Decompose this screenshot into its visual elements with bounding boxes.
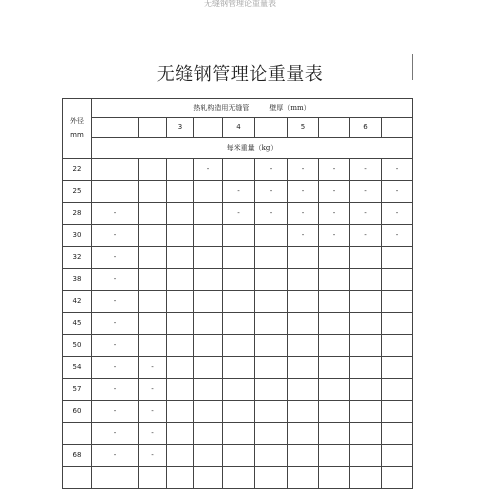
weight-cell	[167, 467, 194, 489]
weight-cell	[194, 225, 223, 247]
weight-cell	[255, 379, 288, 401]
weight-cell: -	[92, 423, 139, 445]
weight-unit-header: 每米重量（kg）	[92, 138, 413, 159]
weight-cell	[139, 269, 167, 291]
thickness-cell: 3	[167, 118, 194, 138]
weight-cell	[223, 247, 255, 269]
outer-diameter-cell: 30	[63, 225, 92, 247]
weight-cell	[288, 313, 319, 335]
weight-cell: -	[350, 181, 382, 203]
weight-cell	[382, 467, 413, 489]
weight-cell: -	[92, 357, 139, 379]
table-row	[63, 159, 413, 181]
weight-cell	[319, 445, 350, 467]
table-row	[63, 467, 413, 489]
weight-cell: -	[288, 225, 319, 247]
weight-cell	[223, 445, 255, 467]
outer-diameter-cell: 60	[63, 401, 92, 423]
weight-cell	[194, 445, 223, 467]
weight-cell	[139, 247, 167, 269]
weight-cell	[319, 467, 350, 489]
weight-cell	[350, 357, 382, 379]
weight-cell	[194, 269, 223, 291]
weight-cell	[223, 159, 255, 181]
weight-cell: -	[255, 181, 288, 203]
weight-cell	[139, 467, 167, 489]
weight-cell	[382, 445, 413, 467]
weight-cell	[288, 291, 319, 313]
weight-cell	[288, 357, 319, 379]
weight-cell	[319, 291, 350, 313]
weight-cell	[167, 291, 194, 313]
weight-cell: -	[139, 423, 167, 445]
category-header	[92, 99, 413, 118]
weight-cell: -	[92, 335, 139, 357]
weight-cell	[223, 291, 255, 313]
weight-cell: -	[139, 379, 167, 401]
weight-cell	[139, 291, 167, 313]
weight-cell	[350, 269, 382, 291]
thickness-cell	[255, 118, 288, 138]
margin-line	[412, 54, 413, 80]
weight-cell	[382, 401, 413, 423]
weight-cell	[194, 247, 223, 269]
weight-cell	[194, 423, 223, 445]
outer-diameter-header	[63, 99, 92, 159]
outer-diameter-cell: 25	[63, 181, 92, 203]
outer-diameter-cell: 28	[63, 203, 92, 225]
weight-cell	[223, 423, 255, 445]
weight-cell: -	[92, 445, 139, 467]
weight-cell	[194, 291, 223, 313]
thickness-cell: 5	[288, 118, 319, 138]
weight-cell: -	[288, 181, 319, 203]
weight-cell	[167, 181, 194, 203]
thickness-cell	[92, 118, 139, 138]
weight-table	[62, 98, 413, 489]
weight-cell	[382, 357, 413, 379]
weight-cell: -	[255, 203, 288, 225]
table-row	[63, 225, 413, 247]
outer-diameter-cell: 68	[63, 445, 92, 467]
weight-cell	[350, 467, 382, 489]
weight-cell	[92, 181, 139, 203]
weight-cell	[92, 467, 139, 489]
weight-cell: -	[92, 269, 139, 291]
weight-cell	[167, 401, 194, 423]
weight-cell	[167, 225, 194, 247]
weight-cell: -	[319, 225, 350, 247]
weight-cell	[255, 291, 288, 313]
thickness-row	[63, 118, 413, 138]
weight-cell	[139, 203, 167, 225]
weight-cell: -	[382, 203, 413, 225]
weight-cell: -	[382, 159, 413, 181]
weight-cell	[288, 335, 319, 357]
weight-cell	[139, 313, 167, 335]
weight-cell: -	[350, 225, 382, 247]
outer-diameter-cell	[63, 467, 92, 489]
weight-cell	[350, 423, 382, 445]
weight-cell	[167, 247, 194, 269]
weight-cell	[167, 269, 194, 291]
weight-cell	[167, 379, 194, 401]
weight-cell	[350, 313, 382, 335]
weight-cell	[223, 379, 255, 401]
weight-cell	[194, 335, 223, 357]
weight-cell	[255, 313, 288, 335]
weight-cell	[350, 335, 382, 357]
weight-cell	[255, 423, 288, 445]
table-row	[63, 379, 413, 401]
weight-cell	[139, 225, 167, 247]
weight-cell: -	[92, 313, 139, 335]
thickness-cell	[319, 118, 350, 138]
weight-cell	[223, 313, 255, 335]
table-row	[63, 357, 413, 379]
weight-cell	[194, 401, 223, 423]
weight-cell	[288, 445, 319, 467]
weight-cell	[319, 357, 350, 379]
weight-cell: -	[288, 203, 319, 225]
weight-cell	[194, 203, 223, 225]
weight-cell: -	[92, 203, 139, 225]
weight-cell	[382, 379, 413, 401]
weight-cell	[319, 269, 350, 291]
thickness-cell	[194, 118, 223, 138]
weight-cell	[255, 357, 288, 379]
table-row	[63, 423, 413, 445]
page-header: 无缝钢管理论重量表	[204, 0, 276, 8]
table-row	[63, 313, 413, 335]
weight-cell	[223, 357, 255, 379]
weight-cell	[350, 291, 382, 313]
weight-cell: -	[92, 401, 139, 423]
weight-cell: -	[223, 203, 255, 225]
weight-cell	[350, 379, 382, 401]
weight-cell	[382, 423, 413, 445]
weight-cell: -	[319, 159, 350, 181]
outer-diameter-cell: 38	[63, 269, 92, 291]
weight-cell: -	[288, 159, 319, 181]
weight-cell: -	[255, 159, 288, 181]
thickness-cell	[139, 118, 167, 138]
weight-cell	[223, 467, 255, 489]
weight-cell	[288, 467, 319, 489]
weight-cell: -	[319, 181, 350, 203]
weight-cell	[382, 291, 413, 313]
thickness-cell	[382, 118, 413, 138]
weight-cell: -	[92, 379, 139, 401]
weight-cell	[319, 379, 350, 401]
weight-cell: -	[194, 159, 223, 181]
weight-cell	[350, 247, 382, 269]
weight-cell: -	[223, 181, 255, 203]
weight-cell	[255, 467, 288, 489]
weight-cell	[194, 313, 223, 335]
outer-diameter-cell	[63, 423, 92, 445]
thickness-cell: 6	[350, 118, 382, 138]
table-row	[63, 291, 413, 313]
weight-cell: -	[350, 159, 382, 181]
weight-cell	[167, 357, 194, 379]
weight-cell	[167, 203, 194, 225]
weight-cell	[167, 423, 194, 445]
weight-cell	[288, 269, 319, 291]
outer-diameter-cell: 42	[63, 291, 92, 313]
weight-cell	[223, 335, 255, 357]
weight-cell	[319, 401, 350, 423]
weight-cell: -	[319, 203, 350, 225]
weight-cell: -	[92, 291, 139, 313]
weight-cell	[255, 225, 288, 247]
weight-cell: -	[92, 225, 139, 247]
weight-cell	[139, 159, 167, 181]
weight-cell	[223, 225, 255, 247]
table-row	[63, 401, 413, 423]
weight-cell	[255, 445, 288, 467]
weight-cell	[223, 269, 255, 291]
table-row	[63, 445, 413, 467]
weight-cell	[167, 313, 194, 335]
weight-cell	[167, 335, 194, 357]
weight-cell	[223, 401, 255, 423]
weight-cell	[167, 445, 194, 467]
outer-diameter-cell: 50	[63, 335, 92, 357]
weight-cell	[382, 269, 413, 291]
weight-cell	[194, 379, 223, 401]
weight-cell	[255, 401, 288, 423]
weight-cell	[255, 247, 288, 269]
weight-cell	[319, 335, 350, 357]
outer-diameter-cell: 32	[63, 247, 92, 269]
weight-cell	[288, 379, 319, 401]
weight-cell	[382, 247, 413, 269]
weight-cell: -	[382, 225, 413, 247]
outer-diameter-unit: mm	[70, 130, 84, 139]
thickness-cell: 4	[223, 118, 255, 138]
outer-diameter-cell: 22	[63, 159, 92, 181]
wall-thickness-label: 壁厚（mm）	[269, 103, 311, 112]
weight-cell	[382, 335, 413, 357]
weight-cell: -	[139, 445, 167, 467]
weight-cell	[350, 445, 382, 467]
weight-cell	[319, 313, 350, 335]
weight-cell	[288, 247, 319, 269]
outer-diameter-label: 外径	[70, 117, 84, 126]
weight-cell	[350, 401, 382, 423]
table-row	[63, 203, 413, 225]
table-row	[63, 335, 413, 357]
weight-cell	[92, 159, 139, 181]
outer-diameter-cell: 54	[63, 357, 92, 379]
weight-cell: -	[139, 401, 167, 423]
weight-cell: -	[139, 357, 167, 379]
weight-cell	[139, 335, 167, 357]
weight-cell	[194, 467, 223, 489]
table-row	[63, 181, 413, 203]
outer-diameter-cell: 57	[63, 379, 92, 401]
outer-diameter-cell: 45	[63, 313, 92, 335]
weight-cell: -	[92, 247, 139, 269]
weight-cell	[319, 247, 350, 269]
weight-cell: -	[350, 203, 382, 225]
weight-cell: -	[382, 181, 413, 203]
weight-cell	[319, 423, 350, 445]
table-row	[63, 269, 413, 291]
weight-cell	[255, 335, 288, 357]
weight-cell	[288, 401, 319, 423]
weight-cell	[255, 269, 288, 291]
weight-cell	[194, 181, 223, 203]
table-row	[63, 247, 413, 269]
weight-cell	[194, 357, 223, 379]
weight-cell	[167, 159, 194, 181]
weight-cell	[382, 313, 413, 335]
weight-cell	[288, 423, 319, 445]
weight-cell	[139, 181, 167, 203]
category-label: 热轧构造用无缝管	[193, 103, 250, 112]
document-title: 无缝钢管理论重量表	[156, 64, 324, 85]
